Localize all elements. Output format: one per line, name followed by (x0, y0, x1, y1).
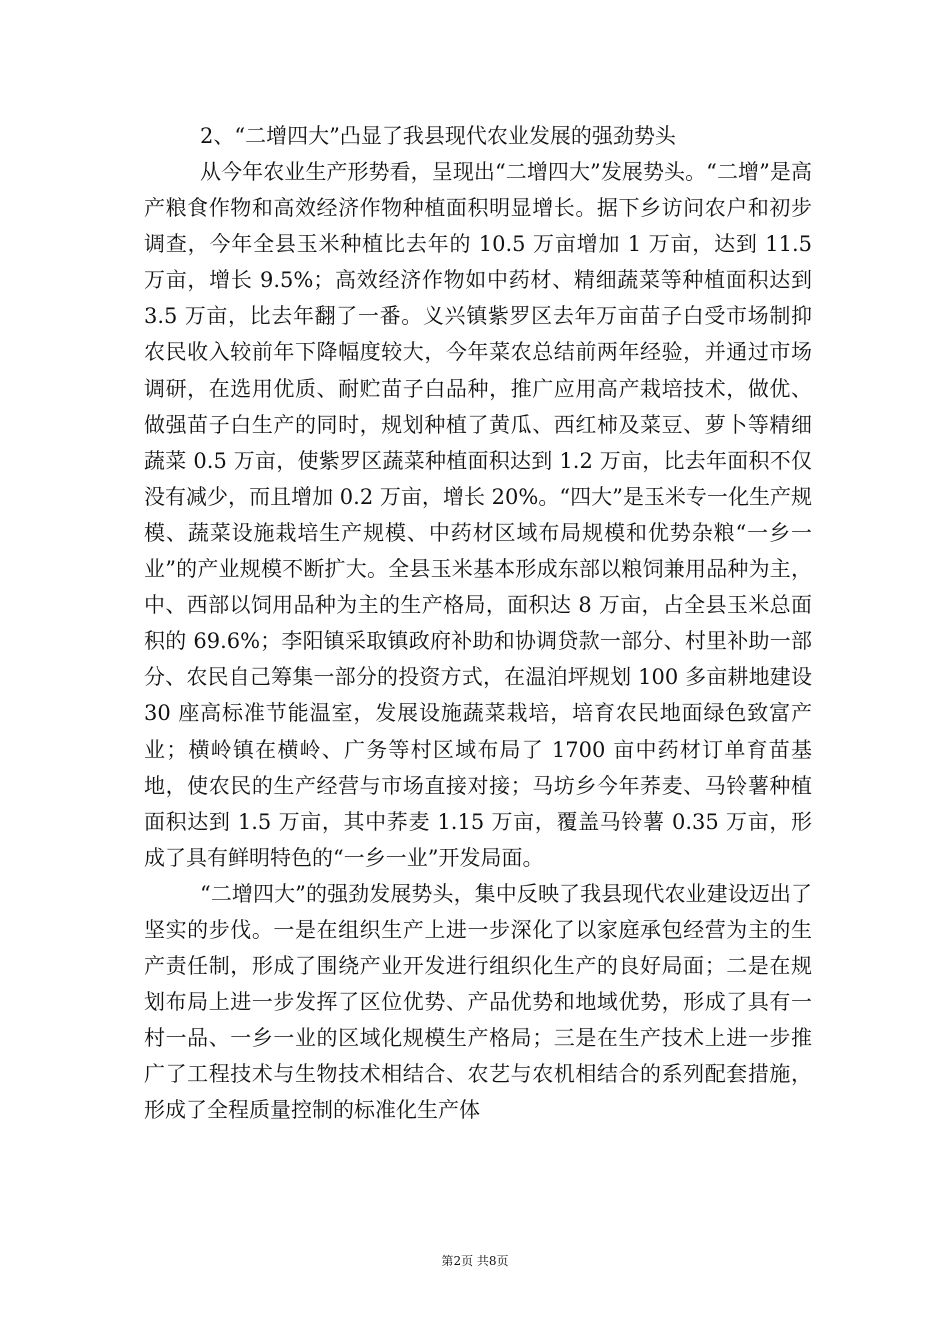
footer-middle: 页 共 (461, 1254, 489, 1268)
paragraph-2: “二增四大”的强劲发展势头，集中反映了我县现代农业建设迈出了坚实的步伐。一是在组织生产上进一步深化了以家庭承包经营为主的生产责任制，形成了围绕产业开发进行组织化生产的良好局面；二是在规划布局上进一步发挥了区位优势、产品优势和地域优势，形成了具有一村一品、一乡一业的区域化规模生产格局；三是在生产技术上进一步推广了工程技术与生物技术相结合、农艺与农机相结合的系列配套措施，形成了全程质量控制的标准化生产体 (144, 881, 812, 1123)
document-body (144, 118, 812, 1129)
footer-current-page: 2 (453, 1254, 462, 1268)
paragraph-1: 从今年农业生产形势看，呈现出“二增四大”发展势头。“二增”是高产粮食作物和高效经济作物种植面积明显增长。据下乡访问农户和初步调查，今年全县玉米种植比去年的 10.5 万亩增加 1 万亩，达到 11.5 万亩，增长 9.5%；高效经济作物如中药材、精细蔬菜等种植面积达到 3.5 万亩，比去年翻了一番。义兴镇紫罗区去年万亩苗子白受市场制抑农民收入较前年下降幅度较大，今年菜农总结前两年经验，并通过市场调研，在选用优质、耐贮苗子白品种，推广应用高产栽培技术，做优、做强苗子白生产的同时，规划种植了黄瓜、西红柿及菜豆、萝卜等精细蔬菜 0.5 万亩，使紫罗区蔬菜种植面积达到 1.2 万亩，比去年面积不仅没有减少，而且增加 0.2 万亩，增长 20%。“四大”是玉米专一化生产规模、蔬菜设施栽培生产规模、中药材区域布局规模和优势杂粮“一乡一业”的产业规模不断扩大。全县玉米基本形成东部以粮饲兼用品种为主，中、西部以饲用品种为主的生产格局，面积达 8 万亩，占全县玉米总面积的 69.6%；李阳镇采取镇政府补助和协调贷款一部分、村里补助一部分、农民自己筹集一部分的投资方式，在温泊坪规划 100 多亩耕地建设 30 座高标准节能温室，发展设施蔬菜栽培，培育农民地面绿色致富产业；横岭镇在横岭、广务等村区域布局了 1700 亩中药材订单育苗基地，使农民的生产经营与市场直接对接；马坊乡今年荞麦、马铃薯种植面积达到 1.5 万亩，其中荞麦 1.15 万亩，覆盖马铃薯 0.35 万亩，形成了具有鲜明特色的“一乡一业”开发局面。 (144, 160, 812, 870)
footer-total-pages: 8 (488, 1254, 497, 1268)
footer-prefix: 第 (441, 1254, 454, 1268)
page-footer (0, 1253, 950, 1269)
footer-suffix: 页 (496, 1254, 509, 1268)
section-heading: 2、“二增四大”凸显了我县现代农业发展的强劲势头 (200, 124, 676, 148)
